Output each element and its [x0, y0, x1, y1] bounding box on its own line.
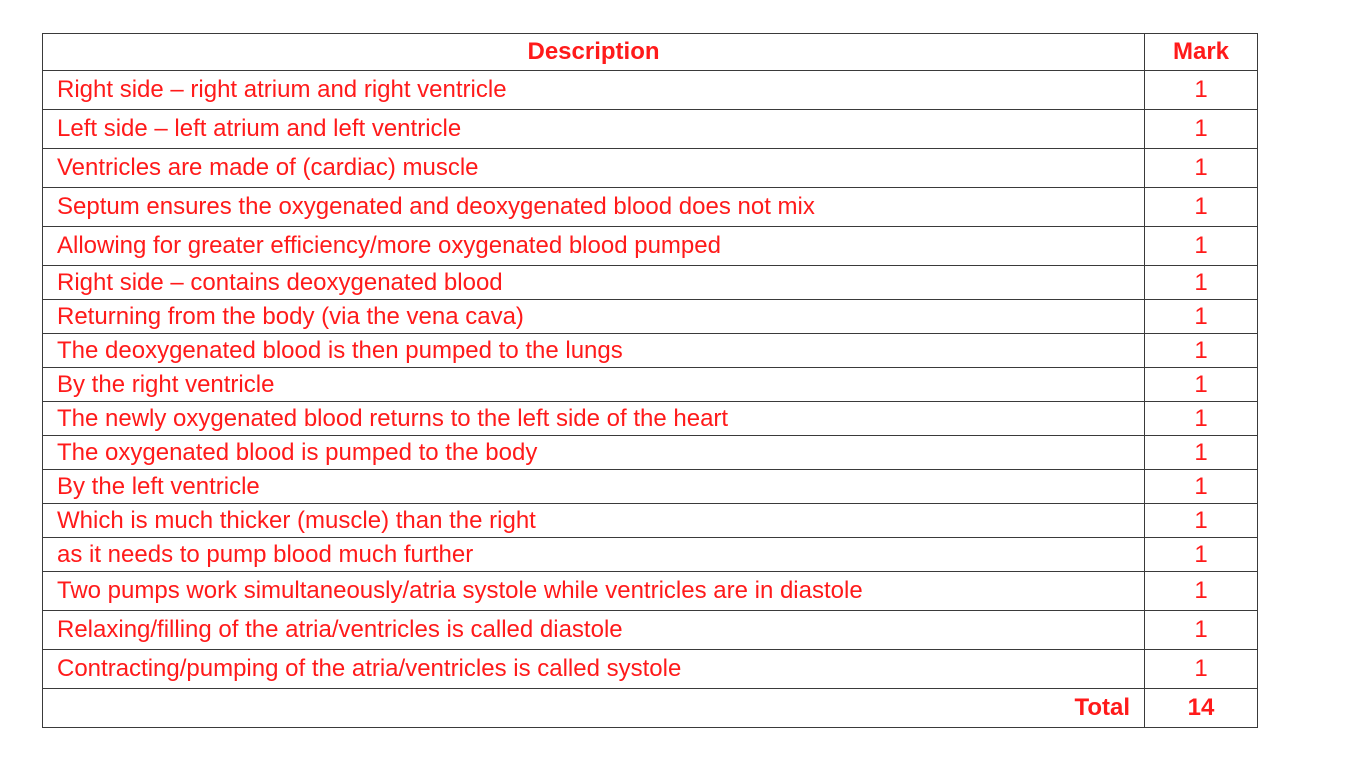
- description-cell: Ventricles are made of (cardiac) muscle: [43, 149, 1145, 188]
- table-row: [43, 110, 1258, 149]
- mark-cell: 1: [1145, 368, 1258, 402]
- mark-cell: 1: [1145, 188, 1258, 227]
- description-cell: Right side – right atrium and right ventricle: [43, 71, 1145, 110]
- description-cell: By the right ventricle: [43, 368, 1145, 402]
- table-row: [43, 149, 1258, 188]
- mark-cell: 1: [1145, 149, 1258, 188]
- mark-cell: 1: [1145, 572, 1258, 611]
- total-value: 14: [1145, 689, 1258, 728]
- description-cell: By the left ventricle: [43, 470, 1145, 504]
- description-cell: Two pumps work simultaneously/atria systole while ventricles are in diastole: [43, 572, 1145, 611]
- mark-scheme-table: [42, 33, 1258, 728]
- mark-cell: 1: [1145, 436, 1258, 470]
- mark-cell: 1: [1145, 504, 1258, 538]
- table-row: [43, 572, 1258, 611]
- table-row: [43, 334, 1258, 368]
- description-cell: Septum ensures the oxygenated and deoxygenated blood does not mix: [43, 188, 1145, 227]
- total-label: Total: [43, 689, 1145, 728]
- table-row: [43, 266, 1258, 300]
- description-cell: Contracting/pumping of the atria/ventricles is called systole: [43, 650, 1145, 689]
- table-row: [43, 368, 1258, 402]
- table-row: [43, 71, 1258, 110]
- description-cell: Which is much thicker (muscle) than the right: [43, 504, 1145, 538]
- description-cell: Left side – left atrium and left ventricle: [43, 110, 1145, 149]
- table-row: [43, 538, 1258, 572]
- description-cell: The deoxygenated blood is then pumped to the lungs: [43, 334, 1145, 368]
- mark-cell: 1: [1145, 650, 1258, 689]
- header-row: [43, 34, 1258, 71]
- mark-cell: 1: [1145, 266, 1258, 300]
- description-cell: Relaxing/filling of the atria/ventricles is called diastole: [43, 611, 1145, 650]
- mark-cell: 1: [1145, 300, 1258, 334]
- mark-cell: 1: [1145, 538, 1258, 572]
- mark-cell: 1: [1145, 110, 1258, 149]
- description-cell: The oxygenated blood is pumped to the body: [43, 436, 1145, 470]
- description-header: Description: [43, 34, 1145, 71]
- table-row: [43, 504, 1258, 538]
- table-row: [43, 402, 1258, 436]
- table-row: [43, 300, 1258, 334]
- mark-cell: 1: [1145, 470, 1258, 504]
- description-cell: Right side – contains deoxygenated blood: [43, 266, 1145, 300]
- total-row: [43, 689, 1258, 728]
- description-cell: The newly oxygenated blood returns to the left side of the heart: [43, 402, 1145, 436]
- table-row: [43, 611, 1258, 650]
- table-row: [43, 650, 1258, 689]
- table-row: [43, 436, 1258, 470]
- table-row: [43, 227, 1258, 266]
- table-row: [43, 188, 1258, 227]
- description-cell: Allowing for greater efficiency/more oxygenated blood pumped: [43, 227, 1145, 266]
- mark-cell: 1: [1145, 334, 1258, 368]
- mark-cell: 1: [1145, 611, 1258, 650]
- mark-header: Mark: [1145, 34, 1258, 71]
- mark-cell: 1: [1145, 402, 1258, 436]
- table-row: [43, 470, 1258, 504]
- mark-cell: 1: [1145, 71, 1258, 110]
- mark-cell: 1: [1145, 227, 1258, 266]
- description-cell: Returning from the body (via the vena cava): [43, 300, 1145, 334]
- description-cell: as it needs to pump blood much further: [43, 538, 1145, 572]
